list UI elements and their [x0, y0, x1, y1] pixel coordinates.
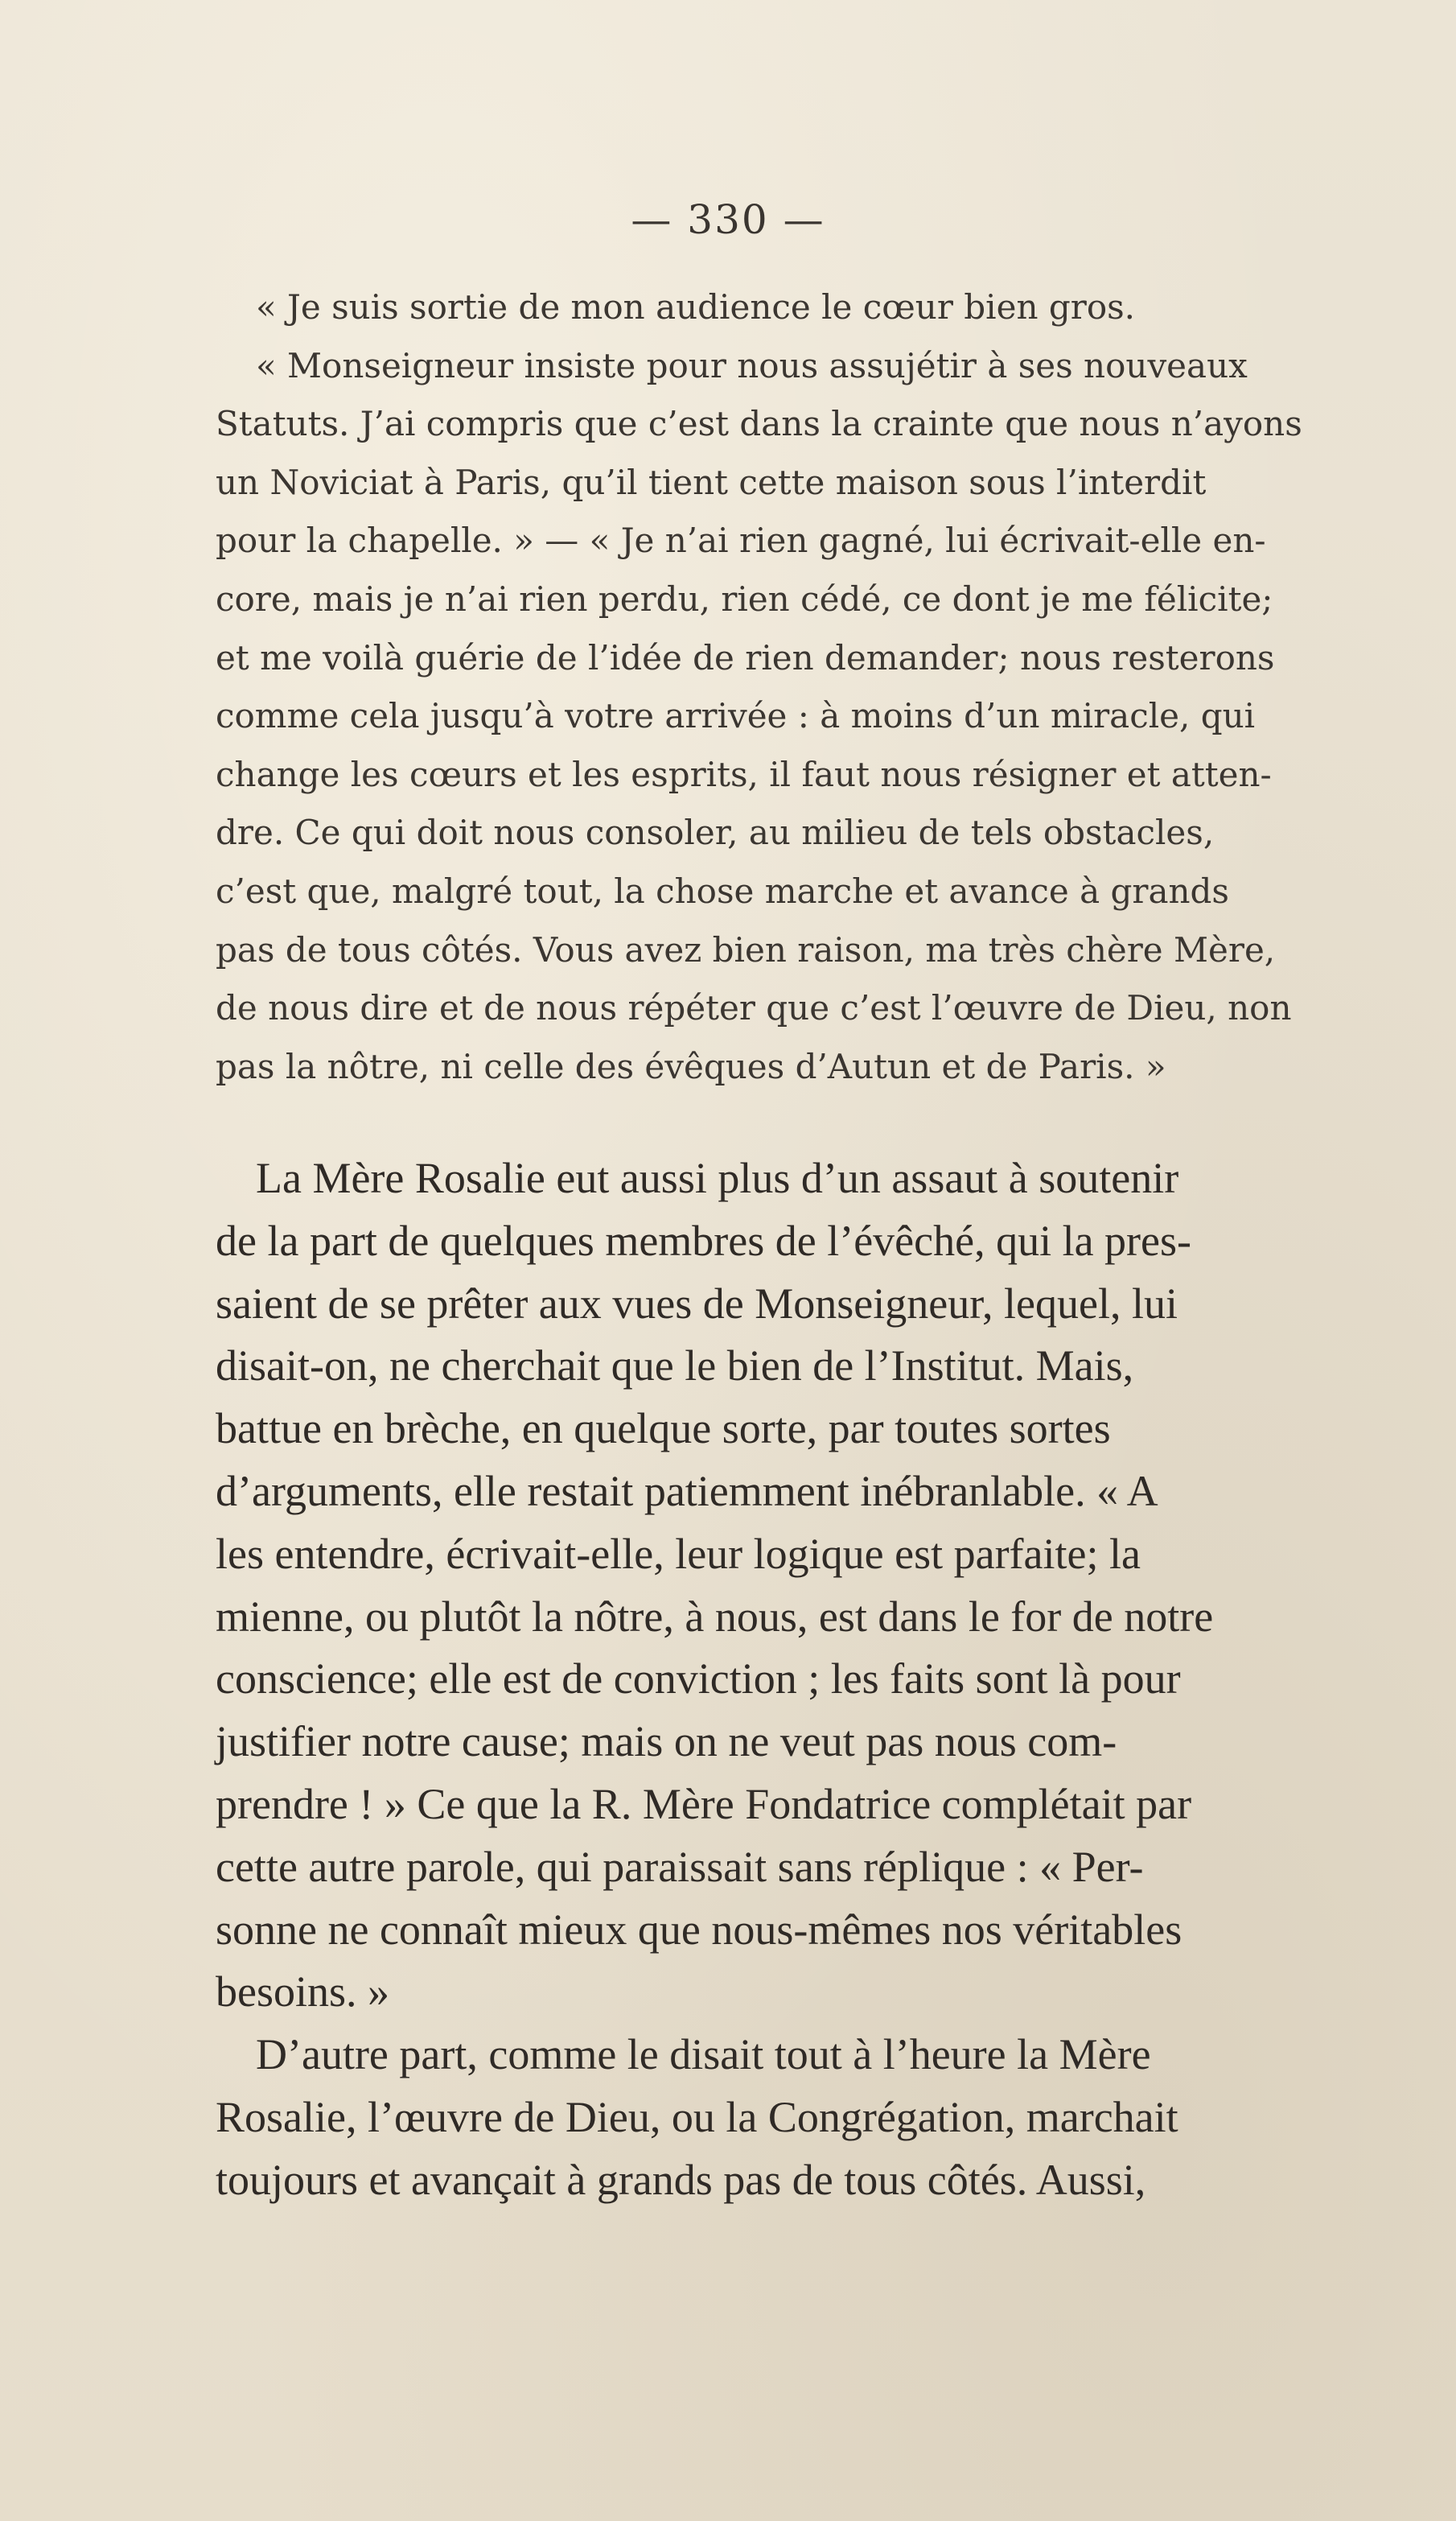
- text-line: change les cœurs et les esprits, il faut nous résigner et atten-: [216, 754, 1272, 794]
- text-line: « Je suis sortie de mon audience le cœur bien gros.: [256, 287, 1136, 327]
- quoted-letter-block: [216, 278, 1374, 1096]
- page-number: — 330 —: [631, 196, 825, 243]
- text-line: saient de se prêter aux vues de Monseigneur, lequel, lui: [216, 1279, 1178, 1328]
- text-line: Rosalie, l’œuvre de Dieu, ou la Congrégation, marchait: [216, 2092, 1178, 2141]
- text-line: de nous dire et de nous répéter que c’est l’œuvre de Dieu, non: [216, 988, 1292, 1028]
- body-paragraph: [216, 2024, 1374, 2211]
- text-line: besoins. »: [216, 1967, 389, 2016]
- text-line: disait-on, ne cherchait que le bien de l’Institut. Mais,: [216, 1341, 1134, 1390]
- text-line: pas la nôtre, ni celle des évêques d’Autun et de Paris. »: [216, 1046, 1166, 1086]
- text-line: c’est que, malgré tout, la chose marche et avance à grands: [216, 871, 1229, 911]
- text-line: sonne ne connaît mieux que nous-mêmes nos véritables: [216, 1905, 1182, 1954]
- text-line: core, mais je n’ai rien perdu, rien cédé, ce dont je me félicite;: [216, 579, 1273, 619]
- text-line: conscience; elle est de conviction ; les faits sont là pour: [216, 1654, 1181, 1703]
- text-line: battue en brèche, en quelque sorte, par toutes sortes: [216, 1404, 1111, 1453]
- main-text-block: [216, 1147, 1374, 2212]
- quote-paragraph: [216, 337, 1374, 1097]
- text-line: cette autre parole, qui paraissait sans réplique : « Per-: [216, 1842, 1144, 1891]
- text-line: de la part de quelques membres de l’évêché, qui la pres-: [216, 1216, 1191, 1265]
- text-line: pour la chapelle. » — « Je n’ai rien gagné, lui écrivait-elle en-: [216, 521, 1266, 561]
- text-line: Statuts. J’ai compris que c’est dans la crainte que nous n’ayons: [216, 404, 1302, 444]
- quote-paragraph: [216, 278, 1374, 337]
- text-line: toujours et avançait à grands pas de tous côtés. Aussi,: [216, 2155, 1146, 2204]
- text-line: D’autre part, comme le disait tout à l’heure la Mère: [256, 2030, 1151, 2079]
- text-line: pas de tous côtés. Vous avez bien raison, ma très chère Mère,: [216, 929, 1276, 970]
- text-line: « Monseigneur insiste pour nous assujétir à ses nouveaux: [256, 345, 1248, 385]
- text-line: et me voilà guérie de l’idée de rien demander; nous resterons: [216, 637, 1275, 678]
- text-line: dre. Ce qui doit nous consoler, au milieu de tels obstacles,: [216, 813, 1215, 853]
- text-line: d’arguments, elle restait patiemment inébranlable. « A: [216, 1466, 1158, 1515]
- text-line: justifier notre cause; mais on ne veut pas nous com-: [216, 1717, 1117, 1766]
- text-line: prendre ! » Ce que la R. Mère Fondatrice complétait par: [216, 1779, 1192, 1828]
- text-line: La Mère Rosalie eut aussi plus d’un assaut à soutenir: [256, 1154, 1179, 1202]
- text-line: un Noviciat à Paris, qu’il tient cette maison sous l’interdit: [216, 462, 1207, 502]
- body-paragraph: [216, 1147, 1374, 2024]
- text-line: mienne, ou plutôt la nôtre, à nous, est dans le for de notre: [216, 1592, 1214, 1641]
- text-line: les entendre, écrivait-elle, leur logique est parfaite; la: [216, 1529, 1141, 1578]
- text-line: comme cela jusqu’à votre arrivée : à moins d’un miracle, qui: [216, 696, 1256, 736]
